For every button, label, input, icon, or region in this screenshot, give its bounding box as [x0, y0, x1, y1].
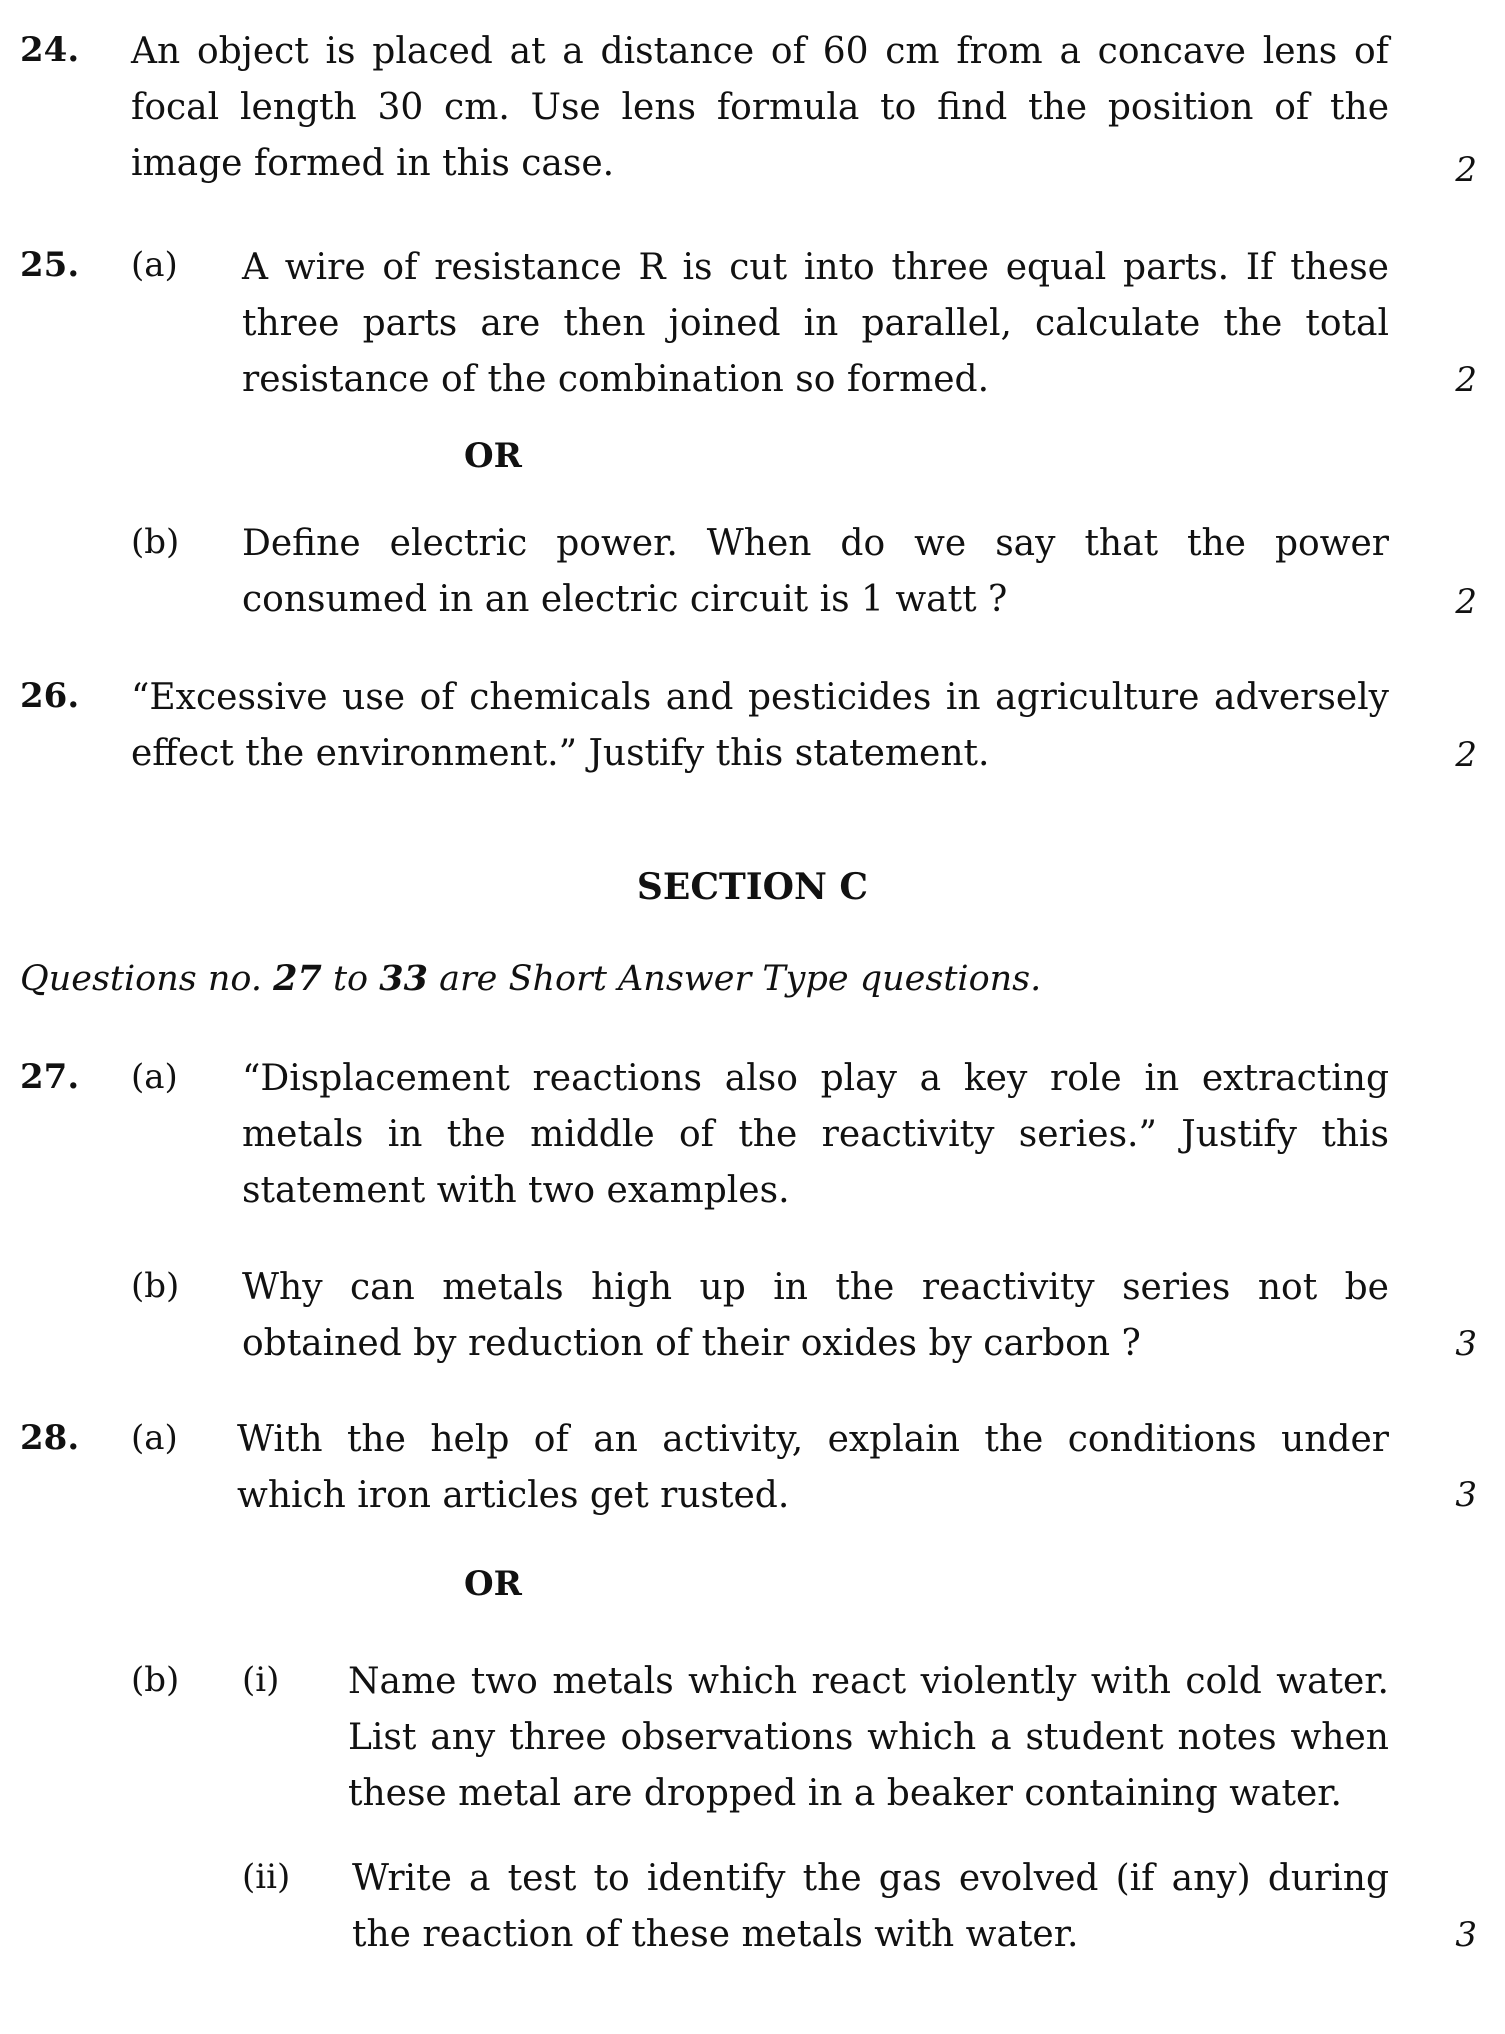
- question-28-a-text: With the help of an activity, explain the conditions under which iron articles get rusted.: [237, 1419, 1389, 1516]
- section-heading: SECTION C: [636, 866, 869, 908]
- question-28-b-i-label: (i): [242, 1660, 280, 1700]
- question-28-a-marks: 3: [1455, 1475, 1477, 1515]
- question-25-b-label: (b): [131, 522, 180, 562]
- question-28-a-label: (a): [131, 1418, 178, 1458]
- question-28-b-ii-text: Write a test to identify the gas evolved (if any) during the reaction of these metals with water.: [352, 1858, 1389, 1955]
- section-instruction: Questions no. 27 to 33 are Short Answer Type questions.: [20, 958, 1042, 999]
- or-divider-28: OR: [464, 1564, 522, 1604]
- question-28-b-i-text: Name two metals which react violently with cold water. List any three observations which a student notes when these metal are dropped in a beaker containing water.: [348, 1661, 1389, 1814]
- or-divider-25: OR: [464, 436, 522, 476]
- question-27-b-label: (b): [131, 1266, 180, 1306]
- question-number-28: 28.: [20, 1418, 80, 1458]
- question-number-27: 27.: [20, 1057, 80, 1097]
- question-27-a-text: “Displacement reactions also play a key role in extracting metals in the middle of the reactivity series.” Justify this statement with two examples.: [242, 1058, 1389, 1211]
- question-27-marks: 3: [1455, 1324, 1477, 1364]
- question-24-marks: 2: [1455, 150, 1477, 190]
- question-25-a-marks: 2: [1455, 360, 1477, 400]
- question-28-b-marks: 3: [1455, 1915, 1477, 1955]
- question-28-b-ii-label: (ii): [242, 1857, 291, 1897]
- question-number-26: 26.: [20, 676, 80, 716]
- question-25-a-text: A wire of resistance R is cut into three equal parts. If these three parts are then joined in parallel, calculate the total resistance of the combination so formed.: [242, 247, 1389, 400]
- question-26-text: “Excessive use of chemicals and pesticides in agriculture adversely effect the environment.” Justify this statement.: [131, 677, 1389, 774]
- question-number-25: 25.: [20, 245, 80, 285]
- question-25-b-text: Define electric power. When do we say that the power consumed in an electric circuit is 1 watt ?: [242, 523, 1389, 620]
- question-24-text: An object is placed at a distance of 60 cm from a concave lens of focal length 30 cm. Use lens formula to find the position of the image formed in this case.: [131, 31, 1389, 184]
- question-25-b-marks: 2: [1455, 582, 1477, 622]
- question-number-24: 24.: [20, 30, 80, 70]
- question-26-marks: 2: [1455, 735, 1477, 775]
- question-25-a-label: (a): [131, 245, 178, 285]
- question-27-b-text: Why can metals high up in the reactivity series not be obtained by reduction of their oxides by carbon ?: [242, 1267, 1389, 1364]
- question-27-a-label: (a): [131, 1057, 178, 1097]
- question-28-b-label: (b): [131, 1660, 180, 1700]
